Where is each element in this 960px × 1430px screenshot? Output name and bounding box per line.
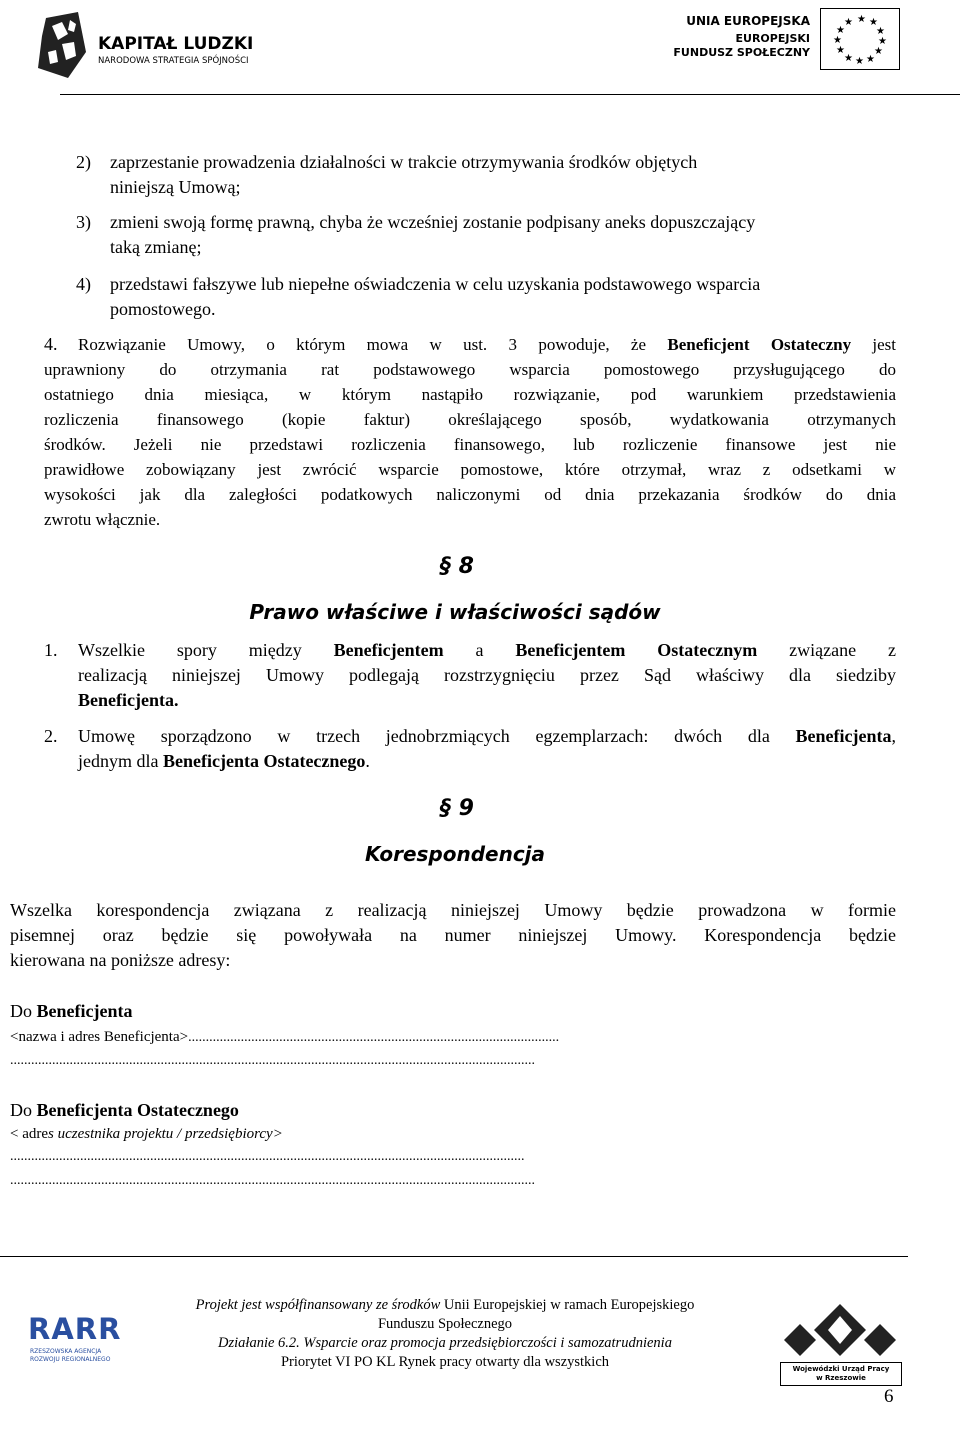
s8-p2-number: 2.	[44, 726, 58, 746]
wup-label	[780, 1362, 902, 1386]
svg-text:★: ★	[857, 14, 866, 25]
s8-p2-beneficiary-final: Beneficjenta Ostatecznego	[162, 751, 366, 771]
svg-text:★: ★	[855, 56, 864, 67]
wup-logo	[780, 1300, 900, 1390]
s9-line2: pisemnej oraz będzie się powoływała na numer niniejszej Umowy. Korespondencja będzie	[10, 925, 896, 945]
address-final-name: Beneficjenta Ostatecznego	[36, 1100, 239, 1120]
point-4-line5	[44, 432, 896, 457]
svg-text:★: ★	[836, 45, 845, 56]
s8-p2-line1	[78, 724, 896, 749]
point-4-line7: wysokości jak dla zaległości podatkowych naliczonymi od dnia przekazania środków do dnia	[44, 485, 896, 504]
footer-line2: Funduszu Społecznego	[377, 1316, 513, 1332]
kapital-ludzki-logo	[38, 12, 254, 82]
list-item-4-line1: przedstawi fałszywe lub niepełne oświadczenia w celu uzyskania podstawowego wsparcia	[110, 274, 761, 294]
svg-text:★: ★	[869, 17, 878, 28]
address-beneficiary-placeholder: <nazwa i adres Beneficjenta>	[10, 1029, 189, 1045]
footer-divider	[0, 1256, 908, 1257]
section-8-sign: § 8	[440, 554, 474, 579]
s8-p2-text-l2a: jednym dla	[78, 751, 163, 771]
list-item-2-line1: zaprzestanie prowadzenia działalności w trakcie otrzymywania środków objętych	[110, 152, 698, 172]
kapital-ludzki-subtitle: NARODOWA STRATEGIA SPÓJNOŚCI	[98, 56, 249, 66]
svg-text:★: ★	[844, 17, 853, 28]
point-4-line6: prawidłowe zobowiązany jest zwrócić wsparcie pomostowe, które otrzymał, wraz z odsetkami w	[44, 460, 896, 479]
address-final-to: Do	[10, 1100, 37, 1120]
list-item-4-number: 4)	[76, 274, 91, 294]
point-4-line2: uprawniony do otrzymania rat podstawowego wsparcia pomostowego przysługującego do	[44, 360, 896, 379]
section-8-title: Prawo właściwe i właściwości sądów	[249, 600, 661, 624]
point-4-number: 4.	[44, 334, 58, 354]
section-9-title: Korespondencja	[364, 842, 546, 866]
address-final-dots2: ......................................................................................................................................................	[10, 1173, 535, 1188]
s8-p2-text-l2c: .	[365, 751, 370, 771]
eu-flag-icon	[820, 8, 900, 70]
address-beneficiary-line1	[10, 1027, 559, 1047]
list-item-2-number: 2)	[76, 152, 91, 172]
address-beneficiary-name: Beneficjenta	[36, 1001, 133, 1021]
kapital-ludzki-emblem-icon	[38, 12, 90, 78]
address-beneficiary-dots1: ..........................................................................................................	[188, 1030, 560, 1045]
kapital-ludzki-title: KAPITAŁ LUDZKI	[98, 34, 254, 54]
point-4-line1	[78, 332, 896, 357]
s8-p1-text-c: a	[443, 640, 516, 660]
point-4-line3: ostatniego dnia miesiąca, w którym nastąpiło rozwiązanie, pod warunkiem przedstawienia	[44, 385, 896, 404]
svg-text:★: ★	[836, 25, 845, 36]
rarr-logo	[28, 1312, 122, 1372]
page-number: 6	[884, 1386, 894, 1407]
footer-line3: Działanie 6.2. Wsparcie oraz promocja przedsiębiorczości i samozatrudnienia	[218, 1335, 672, 1351]
s8-p1-number: 1.	[44, 640, 58, 660]
list-item-4-line2: pomostowego.	[110, 299, 216, 319]
svg-text:★: ★	[844, 53, 853, 64]
list-item-3-number: 3)	[76, 212, 91, 232]
s8-p1-beneficiary-final: Beneficjentem Ostatecznym	[515, 640, 758, 660]
s8-p1-text-e: związane z	[757, 640, 896, 660]
svg-text:★: ★	[874, 46, 883, 57]
address-final-beneficiary-placeholder	[10, 1124, 283, 1144]
footer-line1b: Unii Europejskiej w ramach Europejskiego	[440, 1297, 695, 1313]
point-4-line5-start: środków.	[44, 435, 106, 454]
footer-line1a: Projekt jest współfinansowany ze środków	[195, 1297, 441, 1313]
point-4-beneficiary-final: Beneficjent Ostateczny	[667, 335, 852, 354]
eu-line3: FUNDUSZ SPOŁECZNY	[673, 46, 810, 59]
s8-p1-text-a: Wszelkie spory między	[78, 640, 334, 660]
point-4-line5-rest: Jeżeli nie przedstawi rozliczenia finansowego, lub rozliczenie finansowe jest nie	[105, 435, 896, 454]
eu-efs-logo	[672, 6, 954, 78]
point-4-line1-text: Rozwiązanie Umowy, o którym mowa w ust. 3 powoduje, że	[78, 335, 668, 354]
s9-line1: Wszelka korespondencja związana z realizacją niniejszej Umowy będzie prowadzona w formie	[10, 900, 896, 920]
s9-line3: kierowana na poniższe adresy:	[10, 950, 231, 970]
rarr-sub2: ROZWOJU REGIONALNEGO	[30, 1356, 111, 1363]
eu-line2: EUROPEJSKI	[735, 32, 810, 45]
s8-p2-text-c: ,	[891, 726, 896, 746]
svg-text:★: ★	[878, 36, 887, 47]
section-9-sign: § 9	[440, 796, 474, 821]
s8-p1-line3: Beneficjenta.	[78, 690, 179, 710]
address-beneficiary-dots2: ......................................................................................................................................................	[10, 1053, 535, 1068]
address-final-placeholder-b: s uczestnika projektu / przedsiębiorcy>	[48, 1126, 283, 1142]
wup-emblem-icon	[780, 1300, 900, 1364]
footer-line1	[160, 1296, 730, 1315]
wup-line2: w Rzeszowie	[816, 1374, 866, 1382]
rarr-title: RARR	[28, 1312, 122, 1346]
address-final-beneficiary-heading	[10, 1098, 239, 1123]
eu-title: UNIA EUROPEJSKA	[686, 14, 810, 28]
s8-p1-line2: realizacją niniejszej Umowy podlegają rozstrzygnięciu przez Sąd właściwy dla siedziby	[78, 665, 896, 685]
s8-p1-beneficiary: Beneficjentem	[333, 640, 444, 660]
s8-p1-line1	[78, 638, 896, 663]
point-4-line1-end: jest	[851, 335, 897, 354]
list-item-2-line2: niniejszą Umową;	[110, 177, 241, 197]
svg-text:★: ★	[833, 35, 842, 46]
svg-text:★: ★	[876, 26, 885, 37]
list-item-3-line1: zmieni swoją formę prawną, chyba że wcześniej zostanie podpisany aneks dopuszczający	[110, 212, 756, 232]
address-beneficiary-heading	[10, 999, 132, 1024]
point-4-line8: zwrotu włącznie.	[44, 510, 161, 529]
address-final-placeholder-a: < adre	[10, 1126, 49, 1142]
s8-p2-beneficiary: Beneficjenta	[795, 726, 892, 746]
address-final-dots1: ...................................................................................................................................................	[10, 1149, 525, 1164]
point-4-line4: rozliczenia finansowego (kopie faktur) określającego sposób, wydatkowania otrzymanych	[44, 410, 896, 429]
svg-text:★: ★	[866, 54, 875, 65]
list-item-3-line2: taką zmianę;	[110, 237, 202, 257]
s8-p2-text-a: Umowę sporządzono w trzech jednobrzmiących egzemplarzach: dwóch dla	[78, 726, 796, 746]
header-divider	[60, 94, 960, 95]
s8-p2-line2	[78, 749, 370, 774]
rarr-sub1: RZESZOWSKA AGENCJA	[30, 1348, 102, 1355]
footer-line4: Priorytet VI PO KL Rynek pracy otwarty dla wszystkich	[280, 1354, 610, 1370]
address-beneficiary-to: Do	[10, 1001, 37, 1021]
wup-line1: Wojewódzki Urząd Pracy	[792, 1365, 890, 1373]
